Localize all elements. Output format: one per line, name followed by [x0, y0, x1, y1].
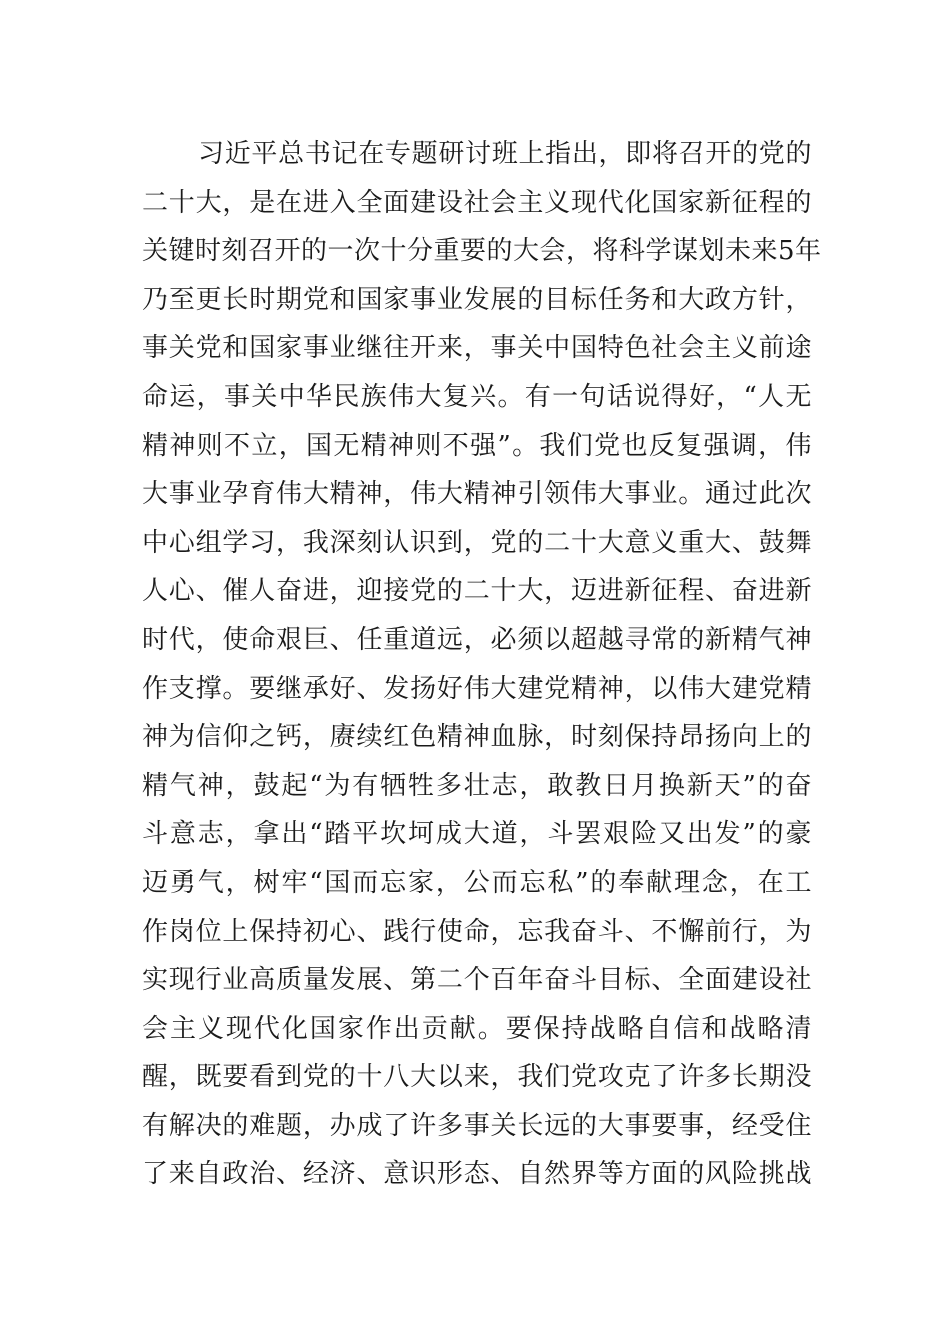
paragraph-line: 事关党和国家事业继往开来，事关中国特色社会主义前途	[142, 333, 812, 364]
paragraph-line: 乃至更长时期党和国家事业发展的目标任务和大政方针，	[142, 284, 812, 315]
paragraph-line: 迈勇气，树牢“国而忘家，公而忘私”的奉献理念，在工	[142, 867, 812, 898]
paragraph-line: 神为信仰之钙，赓续红色精神血脉，时刻保持昂扬向上的	[142, 722, 812, 753]
paragraph-line: 作岗位上保持初心、践行使命，忘我奋斗、不懈前行，为	[142, 916, 812, 947]
paragraph-line: 中心组学习，我深刻认识到，党的二十大意义重大、鼓舞	[142, 527, 812, 558]
paragraph-line: 精气神，鼓起“为有牺牲多壮志，敢教日月换新天”的奋	[142, 770, 812, 801]
paragraph-line: 命运，事关中华民族伟大复兴。有一句话说得好，“人无	[142, 381, 812, 412]
paragraph-line: 关键时刻召开的一次十分重要的大会，将科学谋划未来5年	[142, 236, 822, 267]
paragraph-line: 人心、催人奋进，迎接党的二十大，迈进新征程、奋进新	[142, 576, 812, 607]
paragraph-line: 醒，既要看到党的十八大以来，我们党攻克了许多长期没	[142, 1062, 812, 1093]
paragraph-line: 了来自政治、经济、意识形态、自然界等方面的风险挑战	[142, 1159, 812, 1190]
paragraph-line: 大事业孕育伟大精神，伟大精神引领伟大事业。通过此次	[142, 479, 812, 510]
paragraph-line: 精神则不立，国无精神则不强”。我们党也反复强调，伟	[142, 430, 812, 461]
paragraph-line: 会主义现代化国家作出贡献。要保持战略自信和战略清	[142, 1013, 812, 1044]
paragraph-line: 有解决的难题，办成了许多事关长远的大事要事，经受住	[142, 1110, 812, 1141]
paragraph-line: 习近平总书记在专题研讨班上指出，即将召开的党的	[198, 139, 812, 169]
paragraph-line: 作支撑。要继承好、发扬好伟大建党精神，以伟大建党精	[142, 673, 812, 704]
paragraph-line: 时代，使命艰巨、任重道远，必须以超越寻常的新精气神	[142, 624, 812, 655]
paragraph-line: 二十大，是在进入全面建设社会主义现代化国家新征程的	[142, 187, 812, 218]
paragraph-line: 实现行业高质量发展、第二个百年奋斗目标、全面建设社	[142, 965, 812, 996]
paragraph-line: 斗意志，拿出“踏平坎坷成大道，斗罢艰险又出发”的豪	[142, 819, 812, 850]
body-paragraph	[142, 130, 822, 1199]
